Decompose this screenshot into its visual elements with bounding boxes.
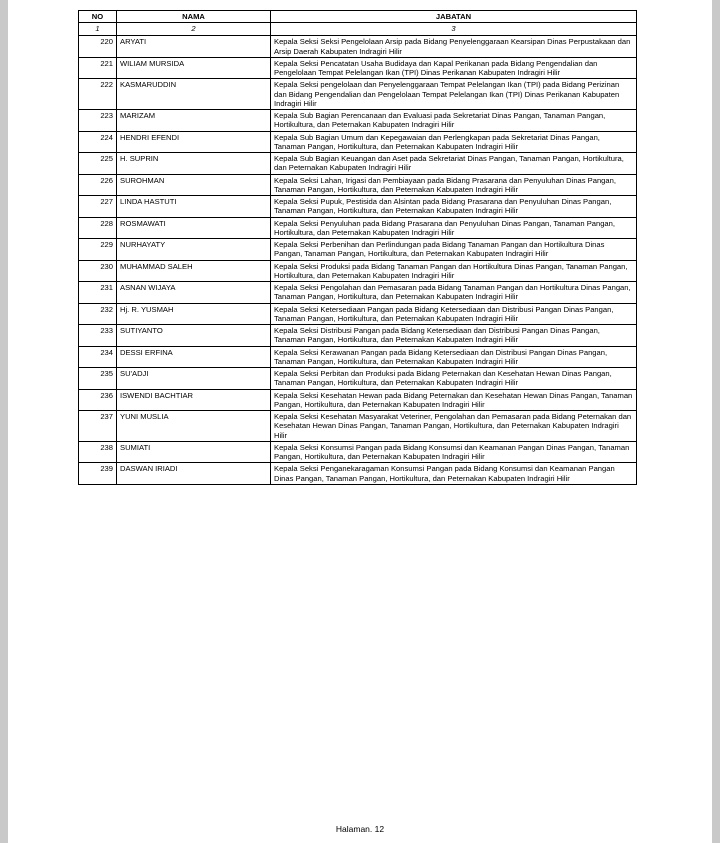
cell-nama: LINDA HASTUTI — [117, 196, 271, 218]
cell-no: 227 — [79, 196, 117, 218]
cell-no: 238 — [79, 441, 117, 463]
cell-jabatan: Kepala Seksi Kesehatan Hewan pada Bidang Peternakan dan Kesehatan Hewan Dinas Pangan, Tanaman Pangan, Hortikultura, dan Peternakan Kabupaten Indragiri Hilir — [271, 389, 637, 411]
cell-nama: SUROHMAN — [117, 174, 271, 196]
cell-no: 233 — [79, 325, 117, 347]
page-margin-right — [712, 0, 720, 843]
cell-jabatan: Kepala Seksi Penyuluhan pada Bidang Prasarana dan Penyuluhan Dinas Pangan, Tanaman Pangan, Hortikultura, dan Peternakan Kabupaten Indragiri Hilir — [271, 217, 637, 239]
cell-no: 225 — [79, 153, 117, 175]
cell-jabatan: Kepala Seksi Ketersediaan Pangan pada Bidang Ketersediaan dan Distribusi Pangan Dinas Pangan, Tanaman Pangan, Hortikultura, dan Peternakan Kabupaten Indragiri Hilir — [271, 303, 637, 325]
table-row — [79, 217, 637, 239]
table-row — [79, 368, 637, 390]
cell-nama: SUTIYANTO — [117, 325, 271, 347]
table-row — [79, 110, 637, 132]
cell-jabatan: Kepala Sub Bagian Keuangan dan Aset pada Sekretariat Dinas Pangan, Tanaman Pangan, Hortikultura, dan Peternakan Kabupaten Indragiri Hilir — [271, 153, 637, 175]
column-header-no: NO — [79, 11, 117, 23]
cell-jabatan: Kepala Seksi Pupuk, Pestisida dan Alsintan pada Bidang Prasarana dan Penyuluhan Dinas Pangan, Tanaman Pangan, Hortikultura, dan Peternakan Kabupaten Indragiri Hilir — [271, 196, 637, 218]
cell-no: 239 — [79, 463, 117, 485]
cell-jabatan: Kepala Seksi pengelolaan dan Penyelenggaraan Tempat Pelelangan Ikan (TPI) pada Bidang Perizinan dan Bidang Pengendalian dan Pengelolaan Tempat Pelelangan Ikan (TPI) Dinas Perikanan Kabupaten Indragiri Hilir — [271, 79, 637, 110]
table-body — [79, 36, 637, 485]
cell-jabatan: Kepala Seksi Produksi pada Bidang Tanaman Pangan dan Hortikultura Dinas Pangan, Tanaman Pangan, Hortikultura, dan Peternakan Kabupaten Indragiri Hilir — [271, 260, 637, 282]
cell-no: 230 — [79, 260, 117, 282]
table-row — [79, 441, 637, 463]
column-header-jabatan: JABATAN — [271, 11, 637, 23]
cell-nama: SUMIATI — [117, 441, 271, 463]
cell-jabatan: Kepala Seksi Kerawanan Pangan pada Bidang Ketersediaan dan Distribusi Pangan Dinas Pangan, Tanaman Pangan, Hortikultura, dan Peternakan Kabupaten Indragiri Hilir — [271, 346, 637, 368]
cell-nama: KASMARUDDIN — [117, 79, 271, 110]
cell-no: 224 — [79, 131, 117, 153]
cell-nama: ISWENDI BACHTIAR — [117, 389, 271, 411]
table-row — [79, 239, 637, 261]
page-footer: Halaman. 12 — [335, 824, 385, 834]
cell-nama: NURHAYATY — [117, 239, 271, 261]
cell-nama: WILIAM MURSIDA — [117, 57, 271, 79]
cell-nama: MARIZAM — [117, 110, 271, 132]
cell-jabatan: Kepala Seksi Distribusi Pangan pada Bidang Ketersediaan dan Distribusi Pangan Dinas Pangan, Tanaman Pangan, Hortikultura, dan Peternakan Kabupaten Indragiri Hilir — [271, 325, 637, 347]
cell-jabatan: Kepala Seksi Pengolahan dan Pemasaran pada Bidang Tanaman Pangan dan Hortikultura Dinas Pangan, Tanaman Pangan, Hortikultura, dan Peternakan Kabupaten Indragiri Hilir — [271, 282, 637, 304]
table-row — [79, 174, 637, 196]
cell-nama: H. SUPRIN — [117, 153, 271, 175]
cell-jabatan: Kepala Seksi Penganekaragaman Konsumsi Pangan pada Bidang Konsumsi dan Keamanan Pangan Dinas Pangan, Tanaman Pangan, Hortikultura, dan Peternakan Kabupaten Indragiri Hilir — [271, 463, 637, 485]
table-row — [79, 36, 637, 58]
table-row — [79, 131, 637, 153]
cell-nama: SU'ADJI — [117, 368, 271, 390]
cell-jabatan: Kepala Seksi Lahan, Irigasi dan Pembiayaan pada Bidang Prasarana dan Penyuluhan Dinas Pangan, Tanaman Pangan, Hortikultura, dan Peternakan Kabupaten Indragiri Hilir — [271, 174, 637, 196]
cell-no: 222 — [79, 79, 117, 110]
cell-no: 221 — [79, 57, 117, 79]
cell-no: 229 — [79, 239, 117, 261]
cell-jabatan: Kepala Seksi Seksi Pengelolaan Arsip pada Bidang Penyelenggaraan Kearsipan Dinas Perpustakaan dan Arsip Daerah Kabupaten Indragiri Hilir — [271, 36, 637, 58]
table-row — [79, 303, 637, 325]
cell-no: 235 — [79, 368, 117, 390]
cell-jabatan: Kepala Seksi Perbenihan dan Perlindungan pada Bidang Tanaman Pangan dan Hortikultura Dinas Pangan, Tanaman Pangan, Hortikultura, dan Peternakan Kabupaten Indragiri Hilir — [271, 239, 637, 261]
cell-jabatan: Kepala Seksi Konsumsi Pangan pada Bidang Konsumsi dan Keamanan Pangan Dinas Pangan, Tanaman Pangan, Hortikultura, dan Peternakan Kabupaten Indragiri Hilir — [271, 441, 637, 463]
cell-nama: Hj. R. YUSMAH — [117, 303, 271, 325]
officials-table — [78, 10, 637, 485]
cell-jabatan: Kepala Seksi Kesehatan Masyarakat Veteriner, Pengolahan dan Pemasaran pada Bidang Peternakan dan Kesehatan Hewan Dinas Pangan, Tanaman Pangan, Hortikultura, dan Peternakan Kabupaten Indragiri Hilir — [271, 411, 637, 442]
cell-jabatan: Kepala Sub Bagian Umum dan Kepegawaian dan Perlengkapan pada Sekretariat Dinas Pangan, Tanaman Pangan, Hortikultura, dan Peternakan Kabupaten Indragiri Hilir — [271, 131, 637, 153]
cell-no: 234 — [79, 346, 117, 368]
document-body — [78, 10, 633, 485]
column-index-jabatan: 3 — [271, 23, 637, 36]
cell-jabatan: Kepala Seksi Perbitan dan Produksi pada Bidang Peternakan dan Kesehatan Hewan Dinas Pangan, Tanaman Pangan, Hortikultura, dan Peternakan Kabupaten Indragiri Hilir — [271, 368, 637, 390]
cell-no: 237 — [79, 411, 117, 442]
table-row — [79, 389, 637, 411]
cell-nama: MUHAMMAD SALEH — [117, 260, 271, 282]
cell-no: 223 — [79, 110, 117, 132]
table-row — [79, 260, 637, 282]
table-row — [79, 282, 637, 304]
column-index-row — [79, 23, 637, 36]
cell-no: 236 — [79, 389, 117, 411]
cell-nama: ROSMAWATI — [117, 217, 271, 239]
cell-nama: DESSI ERFINA — [117, 346, 271, 368]
cell-nama: HENDRI EFENDI — [117, 131, 271, 153]
cell-no: 228 — [79, 217, 117, 239]
table-row — [79, 79, 637, 110]
table-row — [79, 196, 637, 218]
column-index-nama: 2 — [117, 23, 271, 36]
table-row — [79, 411, 637, 442]
table-row — [79, 325, 637, 347]
table-row — [79, 346, 637, 368]
table-row — [79, 153, 637, 175]
cell-jabatan: Kepala Seksi Pencatatan Usaha Budidaya dan Kapal Perikanan pada Bidang Pengendalian dan Pengelolaan Tempat Pelelangan Ikan (TPI) Dinas Perikanan Kabupaten Indragiri Hilir — [271, 57, 637, 79]
cell-nama: DASWAN IRIADI — [117, 463, 271, 485]
cell-no: 231 — [79, 282, 117, 304]
cell-no: 220 — [79, 36, 117, 58]
cell-no: 226 — [79, 174, 117, 196]
table-row — [79, 463, 637, 485]
page-margin-left — [0, 0, 8, 843]
table-header — [79, 11, 637, 36]
column-header-nama: NAMA — [117, 11, 271, 23]
table-header-row — [79, 11, 637, 23]
column-index-no: 1 — [79, 23, 117, 36]
cell-nama: ASNAN WIJAYA — [117, 282, 271, 304]
cell-jabatan: Kepala Sub Bagian Perencanaan dan Evaluasi pada Sekretariat Dinas Pangan, Tanaman Pangan, Hortikultura, dan Peternakan Kabupaten Indragiri Hilir — [271, 110, 637, 132]
cell-no: 232 — [79, 303, 117, 325]
table-row — [79, 57, 637, 79]
cell-nama: YUNI MUSLIA — [117, 411, 271, 442]
cell-nama: ARYATI — [117, 36, 271, 58]
